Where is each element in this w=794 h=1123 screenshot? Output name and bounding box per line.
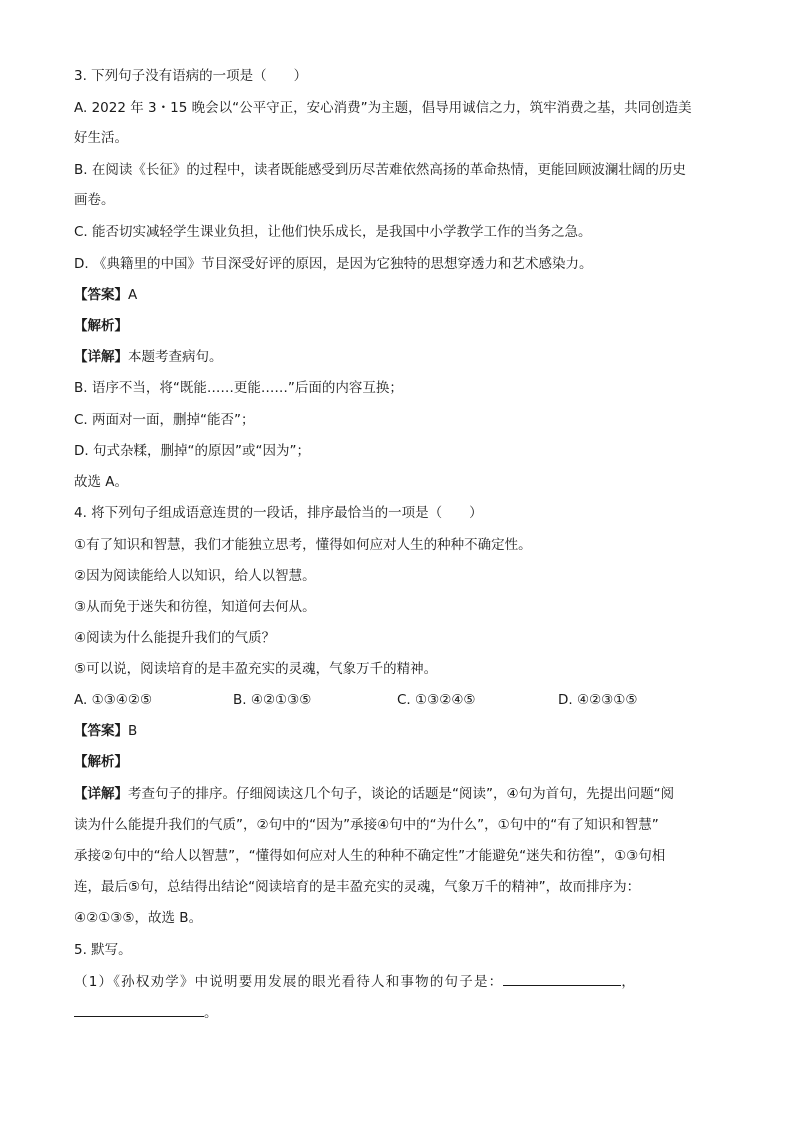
q4-detail-line5: ④②①③⑤，故选 B。 (74, 910, 203, 926)
q3-answer (74, 285, 724, 305)
detail-text: 考查句子的排序。仔细阅读这几个句子，谈论的话题是“阅读”，④句为首句，先提出问题“阅 (128, 786, 675, 802)
q4-detail-line1 (74, 784, 724, 804)
q3-detail (74, 347, 724, 367)
q4-option-d: D. ④②③①⑤ (558, 692, 638, 708)
detail-tag: 【详解】 (74, 786, 128, 802)
q3-stem: 3. 下列句子没有语病的一项是（ ） (74, 68, 308, 84)
q5-sub1-prompt: （1）《孙权劝学》中说明要用发展的眼光看待人和事物的句子是： (74, 974, 504, 990)
answer-blank-2[interactable] (74, 1002, 204, 1017)
detail-text: 本题考查病句。 (128, 349, 223, 365)
q3-explanation-d: D. 句式杂糅，删掉“的原因”或“因为”； (74, 443, 310, 459)
q3-option-b-line1: B. 在阅读《长征》的过程中，读者既能感受到历尽苦难依然高扬的革命热情，更能回顾波澜壮阔的历史 (74, 162, 686, 178)
q4-option-b: B. ④②①③⑤ (233, 692, 312, 708)
q3-analysis-tag: 【解析】 (74, 318, 128, 334)
answer-tag: 【答案】 (74, 287, 128, 303)
answer-tag: 【答案】 (74, 723, 128, 739)
q3-option-a-line1: A. 2022 年 3・15 晚会以“公平守正，安心消费”为主题，倡导用诚信之力，筑牢消费之基，共同创造美 (74, 100, 692, 116)
q3-explanation-c: C. 两面对一面，删掉“能否”； (74, 412, 255, 428)
q3-option-a-line2: 好生活。 (74, 130, 128, 146)
q4-sentence-3: ③从而免于迷失和彷徨，知道何去何从。 (74, 599, 316, 615)
q4-sentence-5: ⑤可以说，阅读培育的是丰盈充实的灵魂，气象万千的精神。 (74, 661, 438, 677)
q4-detail-line2: 读为什么能提升我们的气质”，②句中的“因为”承接④句中的“为什么”，①句中的“有了知识和智慧” (74, 817, 659, 833)
q5-period: 。 (204, 1005, 218, 1021)
q3-option-c: C. 能否切实减轻学生课业负担，让他们快乐成长，是我国中小学教学工作的当务之急。 (74, 224, 592, 240)
q4-analysis-tag: 【解析】 (74, 754, 128, 770)
q4-option-c: C. ①③②④⑤ (397, 692, 476, 708)
q5-comma: ， (621, 974, 637, 990)
q4-sentence-1: ①有了知识和智慧，我们才能独立思考，懂得如何应对人生的种种不确定性。 (74, 537, 532, 553)
q3-conclusion: 故选 A。 (74, 474, 129, 490)
q4-answer (74, 721, 724, 741)
q5-sub1 (74, 971, 724, 992)
q4-detail-line4: 连，最后⑤句，总结得出结论“阅读培育的是丰盈充实的灵魂，气象万千的精神”，故而排序为： (74, 879, 641, 895)
q4-sentence-2: ②因为阅读能给人以知识，给人以智慧。 (74, 568, 316, 584)
q4-sentence-4: ④阅读为什么能提升我们的气质？ (74, 630, 276, 646)
q4-stem: 4. 将下列句子组成语意连贯的一段话，排序最恰当的一项是（ ） (74, 505, 483, 521)
q4-detail-line3: 承接②句中的“给人以智慧”，“懂得如何应对人生的种种不确定性”才能避免“迷失和彷徨”，①③句相 (74, 848, 666, 864)
q3-option-d: D. 《典籍里的中国》节目深受好评的原因，是因为它独特的思想穿透力和艺术感染力。 (74, 256, 593, 272)
q5-sub1-continued (74, 1002, 724, 1023)
answer-value: A (128, 287, 138, 303)
q3-option-b-line2: 画卷。 (74, 192, 115, 208)
answer-value: B (128, 723, 138, 739)
q4-option-a: A. ①③④②⑤ (74, 692, 153, 708)
q3-explanation-b: B. 语序不当，将“既能……更能……”后面的内容互换； (74, 380, 403, 396)
q5-stem: 5. 默写。 (74, 942, 132, 958)
detail-tag: 【详解】 (74, 349, 128, 365)
answer-blank-1[interactable] (503, 971, 621, 986)
